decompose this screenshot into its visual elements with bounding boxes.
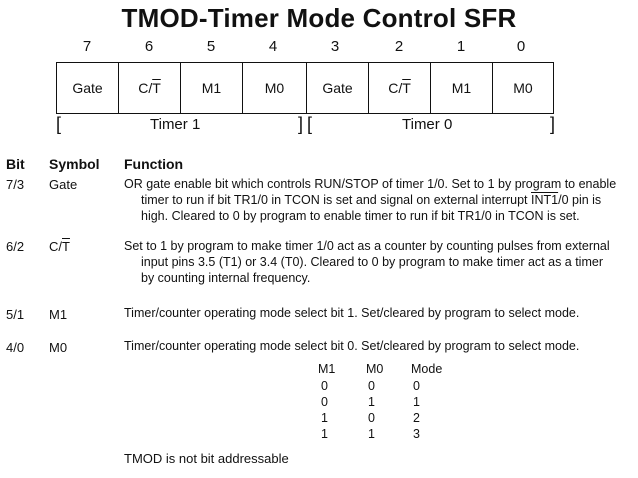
function-line: Timer/counter operating mode select bit 0. Set/cleared by program to select mode. — [124, 339, 580, 353]
timer1-bracket-open: [ — [56, 114, 62, 134]
register-cell-m1-timer1: M1 — [201, 80, 222, 96]
function-line: high. Cleared to 0 by program to enable timer to run if bit TR1/0 in TCON is set. — [141, 209, 580, 223]
timer0-label: Timer 0 — [402, 116, 453, 133]
mode-table-cell: 2 — [413, 411, 420, 425]
row-bit: 5/1 — [6, 307, 25, 322]
mode-table-cell: 0 — [368, 379, 375, 393]
row-bit: 6/2 — [6, 239, 25, 254]
mode-table-cell: 0 — [413, 379, 420, 393]
mode-table-cell: 0 — [321, 395, 328, 409]
mode-table-cell: 0 — [368, 411, 375, 425]
row-symbol: M1 — [49, 307, 68, 322]
mode-table-cell: 3 — [413, 427, 420, 441]
bit-number-3: 3 — [330, 38, 340, 55]
mode-table-cell: 0 — [321, 379, 328, 393]
register-cell-m0-timer0: M0 — [513, 80, 533, 96]
mode-table-header-m1: M1 — [318, 362, 336, 376]
function-line: Set to 1 by program to make timer 1/0 act as a counter by counting pulses from external — [124, 239, 610, 253]
mode-table-cell: 1 — [368, 395, 375, 409]
bit-number-4: 4 — [268, 38, 278, 55]
timer0-bracket-close: ] — [550, 114, 556, 134]
header-bit: Bit — [6, 156, 25, 172]
register-cell-gate-timer0: Gate — [322, 80, 353, 96]
timer1-label: Timer 1 — [150, 116, 201, 133]
function-line: timer to run if bit TR1/0 in TCON is set and signal on external interrupt INT1/0 pin is — [141, 193, 602, 207]
bit-number-1: 1 — [456, 38, 466, 55]
row-symbol: $C/\overline{T}$ — [49, 239, 70, 254]
row-symbol: M0 — [49, 340, 68, 355]
function-line: input pins 3.5 (T1) or 3.4 (T0). Cleared to 0 by program to make timer act as a timer — [141, 255, 603, 269]
header-symbol: Symbol — [49, 156, 100, 172]
mode-table-cell: 1 — [321, 427, 328, 441]
bit-number-0: 0 — [516, 38, 526, 55]
timer1-bracket-close: ] — [298, 114, 304, 134]
row-bit: 4/0 — [6, 340, 25, 355]
row-function — [124, 338, 634, 354]
register-cell-ct-timer1: $C/\overline{T}$ — [138, 80, 161, 96]
bit-number-7: 7 — [82, 38, 92, 55]
register-cell-m0-timer1: M0 — [264, 80, 285, 96]
row-function — [124, 238, 634, 286]
timer0-bracket-open: [ — [307, 114, 313, 134]
mode-table-cell: 1 — [321, 411, 328, 425]
row-function — [124, 305, 634, 321]
row-symbol: Gate — [49, 177, 78, 192]
page-title: TMOD-Timer Mode Control SFR — [121, 3, 517, 33]
register-cell-ct-timer0: $C/\overline{T}$ — [388, 80, 411, 96]
function-line: Timer/counter operating mode select bit 1. Set/cleared by program to select mode. — [124, 306, 580, 320]
footnote: TMOD is not bit addressable — [124, 451, 289, 466]
bit-number-2: 2 — [394, 38, 404, 55]
mode-table-header-m0: M0 — [366, 362, 384, 376]
function-line: by counting internal frequency. — [141, 271, 311, 285]
register-cell-gate-timer1: Gate — [72, 80, 103, 96]
bit-number-6: 6 — [144, 38, 154, 55]
function-line: OR gate enable bit which controls RUN/STOP of timer 1/0. Set to 1 by program to enable — [124, 177, 617, 191]
header-function: Function — [124, 156, 184, 172]
row-bit: 7/3 — [6, 177, 25, 192]
mode-table-cell: 1 — [413, 395, 420, 409]
mode-table-cell: 1 — [368, 427, 375, 441]
row-function — [124, 176, 634, 224]
register-cell-m1-timer0: M1 — [451, 80, 472, 96]
bit-number-5: 5 — [206, 38, 216, 55]
mode-table-header-mode: Mode — [411, 362, 443, 376]
